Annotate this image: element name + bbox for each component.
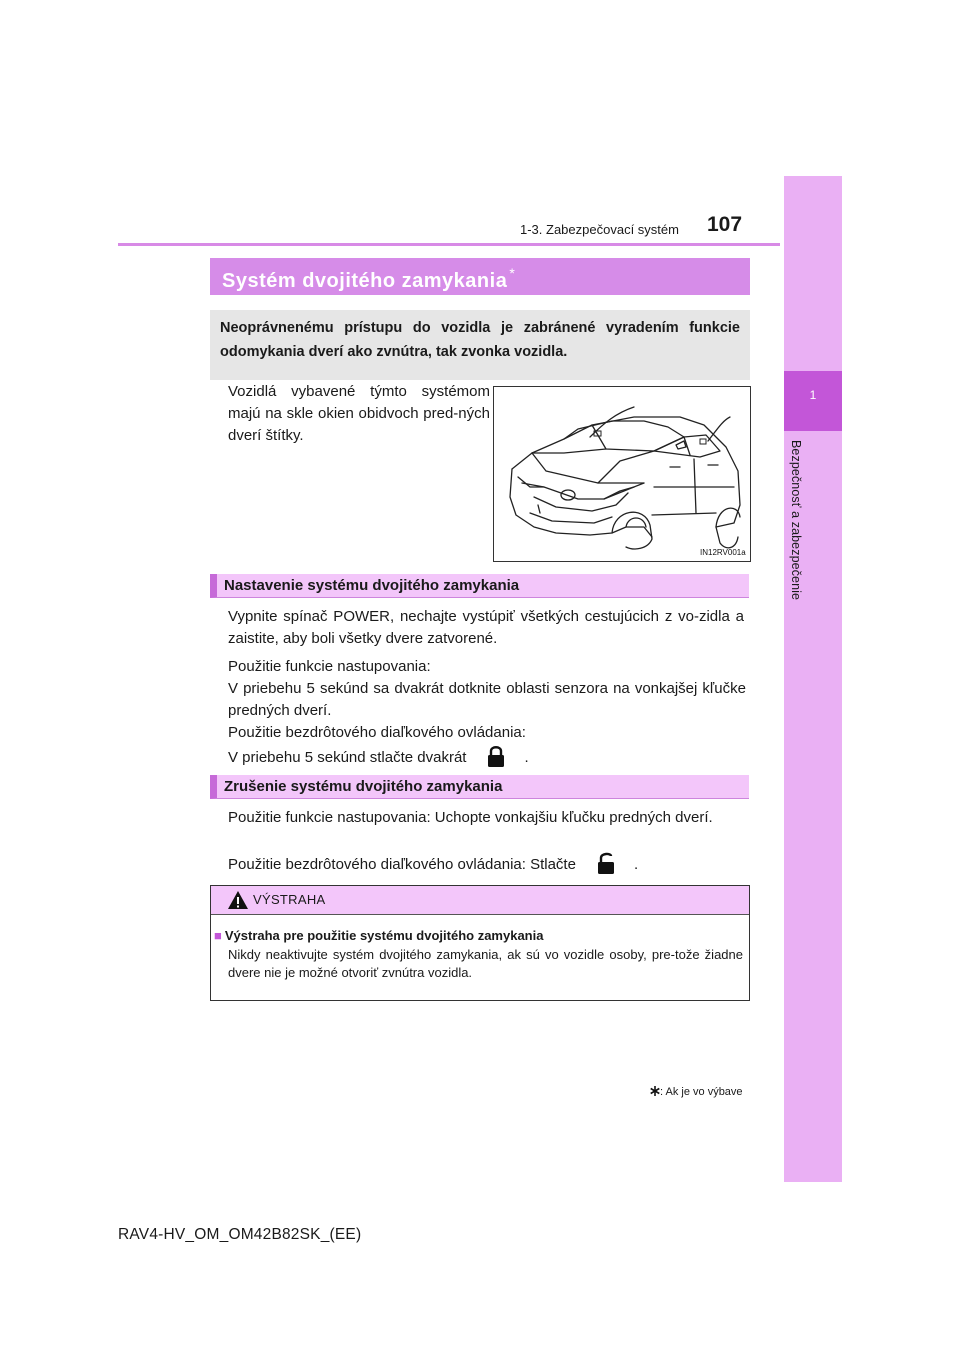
page-title bbox=[222, 265, 515, 293]
warning-label: VÝSTRAHA bbox=[253, 892, 326, 907]
asterisk-icon bbox=[650, 1086, 660, 1096]
section-cancel-line2: Použitie bezdrôtového diaľkového ovládania: Stlačte bbox=[228, 856, 576, 873]
car-illustration bbox=[493, 386, 751, 562]
section-set-line4-end: . bbox=[524, 749, 529, 766]
document-code: RAV4-HV_OM_OM42B82SK_(EE) bbox=[118, 1226, 362, 1243]
section-cancel-line2-wrap bbox=[228, 851, 638, 876]
page-title-text: Systém dvojitého zamykania bbox=[222, 270, 508, 292]
square-bullet-icon: ■ bbox=[214, 928, 222, 943]
header-divider bbox=[118, 243, 780, 246]
section-set-heading: Nastavenie systému dvojitého zamykania bbox=[224, 577, 520, 594]
section-cancel-para1: Použitie funkcie nastupovania: Uchopte vonkajšiu kľučku predných dverí. bbox=[228, 809, 713, 826]
warning-title bbox=[214, 928, 543, 943]
chapter-number-tab[interactable] bbox=[784, 371, 842, 431]
figure-code: IN12RV001a bbox=[700, 548, 746, 557]
running-header-section: 1-3. Zabezpečovací systém bbox=[520, 222, 679, 237]
asterisk-marker: * bbox=[509, 265, 516, 281]
warning-title-text: Výstraha pre použitie systému dvojitého zamykania bbox=[224, 928, 544, 943]
section-set-line1: Použitie funkcie nastupovania: bbox=[228, 658, 431, 675]
section-cancel-line2-end: . bbox=[633, 856, 639, 873]
intro-box: Neoprávnenému prístupu do vozidla je zabránené vyradením funkcie odomykania dverí ako zvnútra, tak zvonka vozidla. bbox=[210, 310, 750, 380]
lock-button-icon bbox=[486, 744, 506, 768]
footnote bbox=[650, 1086, 743, 1098]
chapter-label: Bezpečnosť a zabezpečenie bbox=[789, 440, 803, 601]
footnote-text: : Ak je vo výbave bbox=[660, 1086, 743, 1098]
section-set-line4-wrap bbox=[228, 744, 529, 769]
section-cancel-heading: Zrušenie systému dvojitého zamykania bbox=[224, 778, 503, 795]
car-drawing bbox=[494, 387, 750, 561]
intro-paragraph: Vozidlá vybavené týmto systémom majú na skle okien obidvoch pred-ných dverí štítky. bbox=[228, 383, 490, 444]
section-set-line4: V priebehu 5 sekúnd stlačte dvakrát bbox=[228, 749, 467, 766]
unlock-button-icon bbox=[596, 851, 616, 875]
section-set-line3: Použitie bezdrôtového diaľkového ovládania: bbox=[228, 724, 526, 741]
side-tab bbox=[784, 176, 842, 1182]
chapter-number: 1 bbox=[809, 388, 817, 402]
section-set-line2: V priebehu 5 sekúnd sa dvakrát dotknite oblasti senzora na vonkajšej kľučke predných dverí. bbox=[228, 680, 746, 719]
warning-triangle-icon bbox=[227, 890, 249, 910]
section-set-para1: Vypnite spínač POWER, nechajte vystúpiť všetkých cestujúcich z vo-zidla a zaistite, aby boli všetky dvere zatvorené. bbox=[228, 608, 744, 647]
warning-body: Nikdy neaktivujte systém dvojitého zamykania, ak sú vo vozidle osoby, pre-tože žiadne dvere nie je možné otvoriť zvnútra vozidla. bbox=[228, 947, 743, 980]
page-number: 107 bbox=[707, 213, 743, 236]
